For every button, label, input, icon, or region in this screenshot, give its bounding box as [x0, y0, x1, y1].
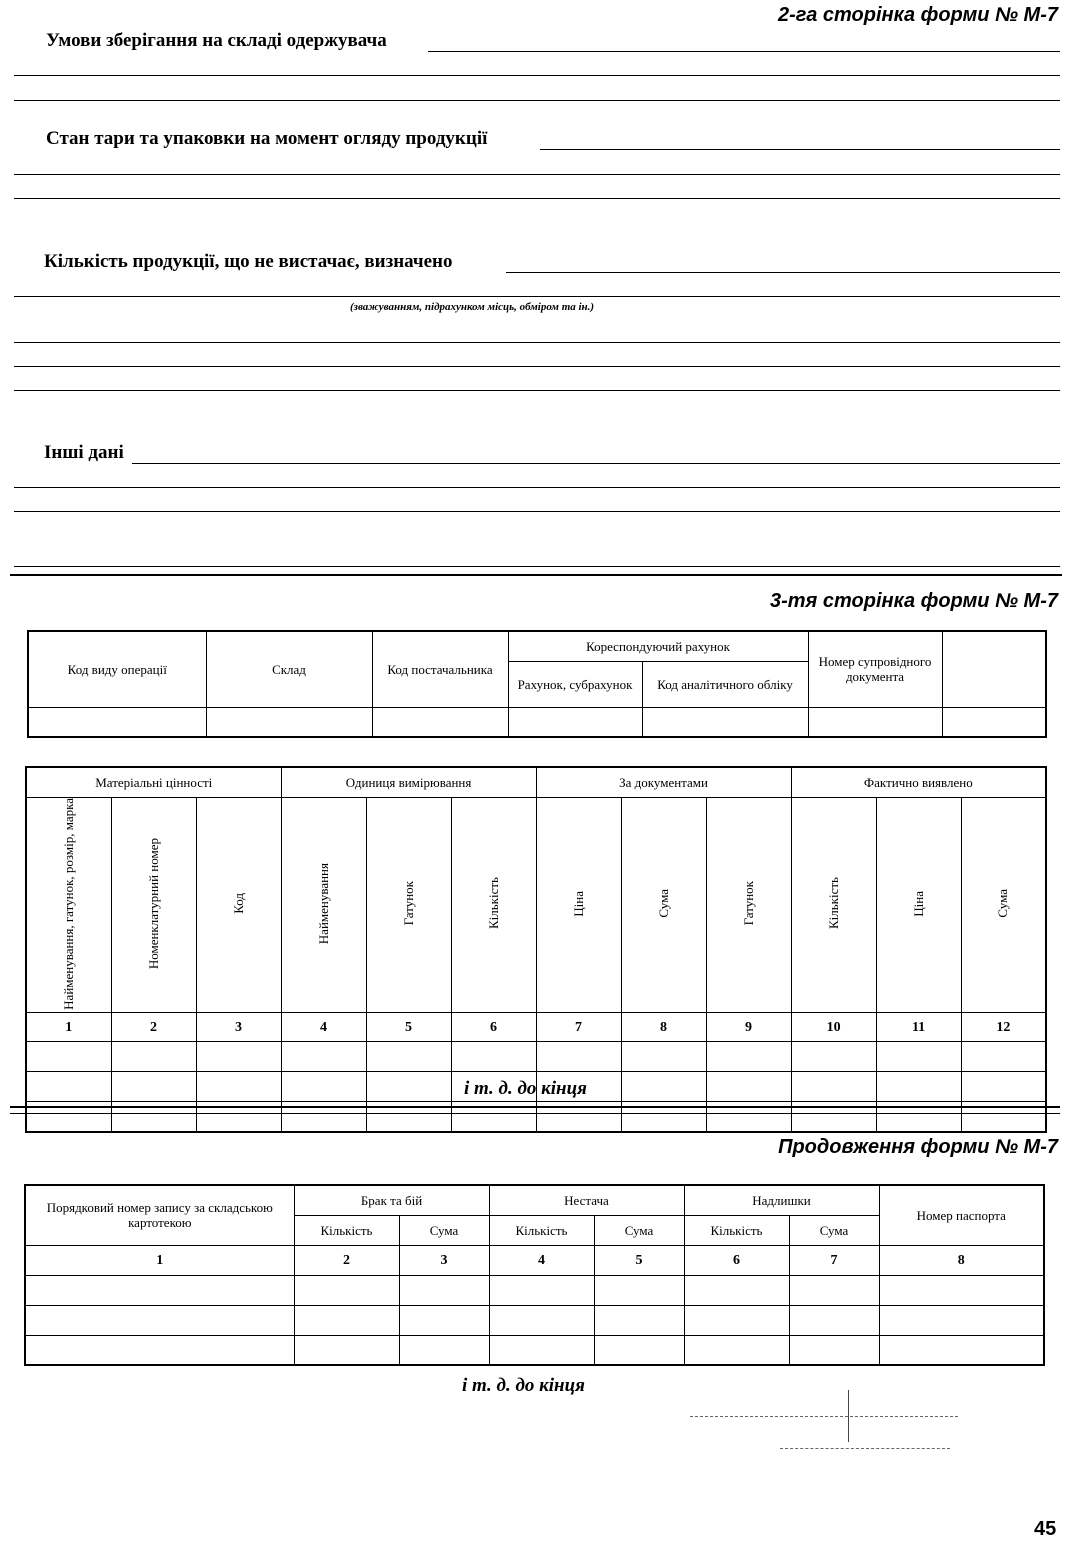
- input-cell[interactable]: [706, 1072, 791, 1102]
- scan-mark: [690, 1416, 958, 1417]
- input-cell[interactable]: [196, 1042, 281, 1072]
- blank-header: [942, 631, 1046, 707]
- storage-conditions-label: Умови зберігання на складі одержувача: [46, 30, 387, 51]
- input-cell[interactable]: [621, 1042, 706, 1072]
- other-data-line-4[interactable]: [14, 566, 1060, 567]
- input-cell[interactable]: [399, 1275, 489, 1305]
- package-condition-label: Стан тари та упаковки на момент огляду продукції: [46, 128, 488, 149]
- input-cell[interactable]: [876, 1072, 961, 1102]
- column-header: [366, 797, 451, 1013]
- defects-table: [24, 1184, 1045, 1366]
- other-data-label: Інші дані: [44, 442, 124, 463]
- table-row: [26, 1042, 1046, 1072]
- input-cell[interactable]: [791, 1042, 876, 1072]
- input-cell[interactable]: [594, 1305, 684, 1335]
- column-header: [281, 797, 366, 1013]
- column-number: 6: [451, 1013, 536, 1042]
- sub-header: Сума: [399, 1215, 489, 1245]
- column-header-text: Сума: [995, 889, 1011, 918]
- input-cell[interactable]: [399, 1305, 489, 1335]
- package-condition-line-2[interactable]: [14, 174, 1060, 175]
- shortage-line-3[interactable]: [14, 342, 1060, 343]
- shortage-line-5[interactable]: [14, 390, 1060, 391]
- input-cell[interactable]: [594, 1275, 684, 1305]
- column-number-row: [26, 1013, 1046, 1042]
- column-header: [111, 797, 196, 1013]
- column-number: 5: [366, 1013, 451, 1042]
- column-header-text: Сума: [655, 889, 671, 918]
- column-number: 3: [196, 1013, 281, 1042]
- package-condition-line-3[interactable]: [14, 198, 1060, 199]
- input-cell[interactable]: [111, 1042, 196, 1072]
- continuation-footer: і т. д. до кінця: [462, 1375, 585, 1396]
- input-cell[interactable]: [206, 707, 372, 737]
- shortage-line-4[interactable]: [14, 366, 1060, 367]
- column-number: 3: [399, 1245, 489, 1275]
- group-header: Фактично виявлено: [791, 767, 1046, 797]
- column-header: [706, 797, 791, 1013]
- input-cell[interactable]: [789, 1305, 879, 1335]
- group-header: Брак та бій: [294, 1185, 489, 1215]
- section-divider-top: [10, 1106, 1060, 1108]
- analytic-code-header: Код аналітичного обліку: [642, 661, 808, 707]
- column-header: [451, 797, 536, 1013]
- sub-header: Сума: [594, 1215, 684, 1245]
- input-cell[interactable]: [879, 1305, 1044, 1335]
- input-cell[interactable]: [25, 1275, 294, 1305]
- input-cell[interactable]: [791, 1072, 876, 1102]
- input-cell[interactable]: [26, 1042, 111, 1072]
- input-cell[interactable]: [879, 1275, 1044, 1305]
- input-cell[interactable]: [961, 1042, 1046, 1072]
- group-header: Нестача: [489, 1185, 684, 1215]
- column-header-text: Найменування: [315, 862, 331, 945]
- column-header-text: Ціна: [910, 890, 926, 917]
- storage-conditions-line-3[interactable]: [14, 100, 1060, 101]
- op-code-header: Код виду операції: [28, 631, 206, 707]
- group-header: Матеріальні цінності: [26, 767, 281, 797]
- sub-header: Кількість: [294, 1215, 399, 1245]
- column-header: [791, 797, 876, 1013]
- section3-footer: і т. д. до кінця: [464, 1078, 587, 1099]
- column-header-text: Кількість: [485, 877, 501, 930]
- input-cell[interactable]: [366, 1072, 451, 1102]
- input-cell[interactable]: [961, 1072, 1046, 1102]
- column-number: 7: [789, 1245, 879, 1275]
- account-header: Рахунок, субрахунок: [508, 661, 642, 707]
- column-header-text: Код: [230, 893, 246, 914]
- group-header: Одиниця вимірювання: [281, 767, 536, 797]
- column-header-text: Гатунок: [740, 881, 756, 926]
- supplier-code-header: Код постачальника: [372, 631, 508, 707]
- sub-header: Сума: [789, 1215, 879, 1245]
- column-header: [536, 797, 621, 1013]
- sub-header: Кількість: [489, 1215, 594, 1245]
- scan-mark: [848, 1390, 849, 1442]
- table-row: [25, 1275, 1044, 1305]
- other-data-line-3[interactable]: [14, 511, 1060, 512]
- column-number: 11: [876, 1013, 961, 1042]
- input-cell[interactable]: [876, 1042, 961, 1072]
- corr-account-header: Кореспондуючий рахунок: [508, 631, 808, 661]
- column-number-row: [25, 1245, 1044, 1275]
- other-data-line-2[interactable]: [14, 487, 1060, 488]
- section3-header: 3-тя сторінка форми № М-7: [769, 590, 1058, 612]
- input-cell[interactable]: [508, 707, 642, 737]
- input-cell[interactable]: [294, 1275, 399, 1305]
- column-header: [196, 797, 281, 1013]
- column-header: [26, 797, 111, 1013]
- input-cell[interactable]: [789, 1335, 879, 1365]
- input-cell[interactable]: [489, 1275, 594, 1305]
- input-cell[interactable]: [642, 707, 808, 737]
- input-cell[interactable]: [25, 1335, 294, 1365]
- input-cell[interactable]: [25, 1305, 294, 1335]
- storage-conditions-line-2[interactable]: [14, 75, 1060, 76]
- operation-table: [27, 630, 1047, 738]
- column-header-text: Гатунок: [400, 881, 416, 926]
- input-cell[interactable]: [489, 1305, 594, 1335]
- other-data-field[interactable]: [132, 463, 1060, 464]
- column-header: [876, 797, 961, 1013]
- input-cell[interactable]: [706, 1042, 791, 1072]
- shortage-line-2[interactable]: [14, 296, 1060, 297]
- input-cell[interactable]: [451, 1042, 536, 1072]
- column-number: 2: [111, 1013, 196, 1042]
- shortage-field[interactable]: [506, 272, 1060, 273]
- input-cell[interactable]: [399, 1335, 489, 1365]
- input-cell[interactable]: [942, 707, 1046, 737]
- input-cell[interactable]: [489, 1335, 594, 1365]
- column-number: 12: [961, 1013, 1046, 1042]
- input-cell[interactable]: [366, 1042, 451, 1072]
- input-cell[interactable]: [294, 1335, 399, 1365]
- input-cell[interactable]: [808, 707, 942, 737]
- section-divider-bottom: [10, 1113, 1060, 1114]
- doc-number-header: Номер супровідного документа: [808, 631, 942, 707]
- input-cell[interactable]: [789, 1275, 879, 1305]
- input-cell[interactable]: [879, 1335, 1044, 1365]
- column-header-text: Кількість: [825, 877, 841, 930]
- input-cell[interactable]: [294, 1305, 399, 1335]
- input-cell[interactable]: [621, 1072, 706, 1102]
- column-header-text: Номенклатурний номер: [145, 837, 161, 969]
- column-header-text: Ціна: [570, 890, 586, 917]
- column-number: 4: [281, 1013, 366, 1042]
- input-cell[interactable]: [111, 1072, 196, 1102]
- input-cell[interactable]: [28, 707, 206, 737]
- column-number: 1: [25, 1245, 294, 1275]
- table-row: [28, 707, 1046, 737]
- column-number: 9: [706, 1013, 791, 1042]
- table-row: [25, 1305, 1044, 1335]
- passport-number-header: Номер паспорта: [879, 1185, 1044, 1245]
- group-header: За документами: [536, 767, 791, 797]
- input-cell[interactable]: [26, 1072, 111, 1102]
- table-row: [25, 1335, 1044, 1365]
- shortage-hint: (зважуванням, підрахунком місць, обміром та ін.): [350, 301, 595, 313]
- column-number: 8: [621, 1013, 706, 1042]
- column-number: 1: [26, 1013, 111, 1042]
- shortage-label: Кількість продукції, що не вистачає, визначено: [44, 251, 453, 272]
- input-cell[interactable]: [196, 1072, 281, 1102]
- continuation-header: Продовження форми № М-7: [778, 1136, 1058, 1158]
- column-header-text: Найменування, гатунок, розмір, марка: [60, 797, 76, 1010]
- warehouse-header: Склад: [206, 631, 372, 707]
- column-header: [961, 797, 1046, 1013]
- sub-header: Кількість: [684, 1215, 789, 1245]
- group-header: Надлишки: [684, 1185, 879, 1215]
- input-cell[interactable]: [372, 707, 508, 737]
- record-number-header: Порядковий номер запису за складською картотекою: [25, 1185, 294, 1245]
- column-number: 7: [536, 1013, 621, 1042]
- section-divider: [10, 574, 1062, 576]
- section2-header: 2-га сторінка форми № М-7: [778, 4, 1058, 26]
- storage-conditions-field[interactable]: [428, 51, 1060, 52]
- input-cell[interactable]: [684, 1305, 789, 1335]
- input-cell[interactable]: [684, 1275, 789, 1305]
- package-condition-field[interactable]: [540, 149, 1060, 150]
- column-number: 2: [294, 1245, 399, 1275]
- input-cell[interactable]: [594, 1335, 684, 1365]
- column-number: 4: [489, 1245, 594, 1275]
- page-number: 45: [1034, 1518, 1057, 1540]
- column-number: 10: [791, 1013, 876, 1042]
- input-cell[interactable]: [281, 1042, 366, 1072]
- column-header: [621, 797, 706, 1013]
- column-number: 6: [684, 1245, 789, 1275]
- input-cell[interactable]: [281, 1072, 366, 1102]
- column-number: 5: [594, 1245, 684, 1275]
- input-cell[interactable]: [684, 1335, 789, 1365]
- column-number: 8: [879, 1245, 1044, 1275]
- input-cell[interactable]: [536, 1042, 621, 1072]
- scan-mark: [780, 1448, 950, 1449]
